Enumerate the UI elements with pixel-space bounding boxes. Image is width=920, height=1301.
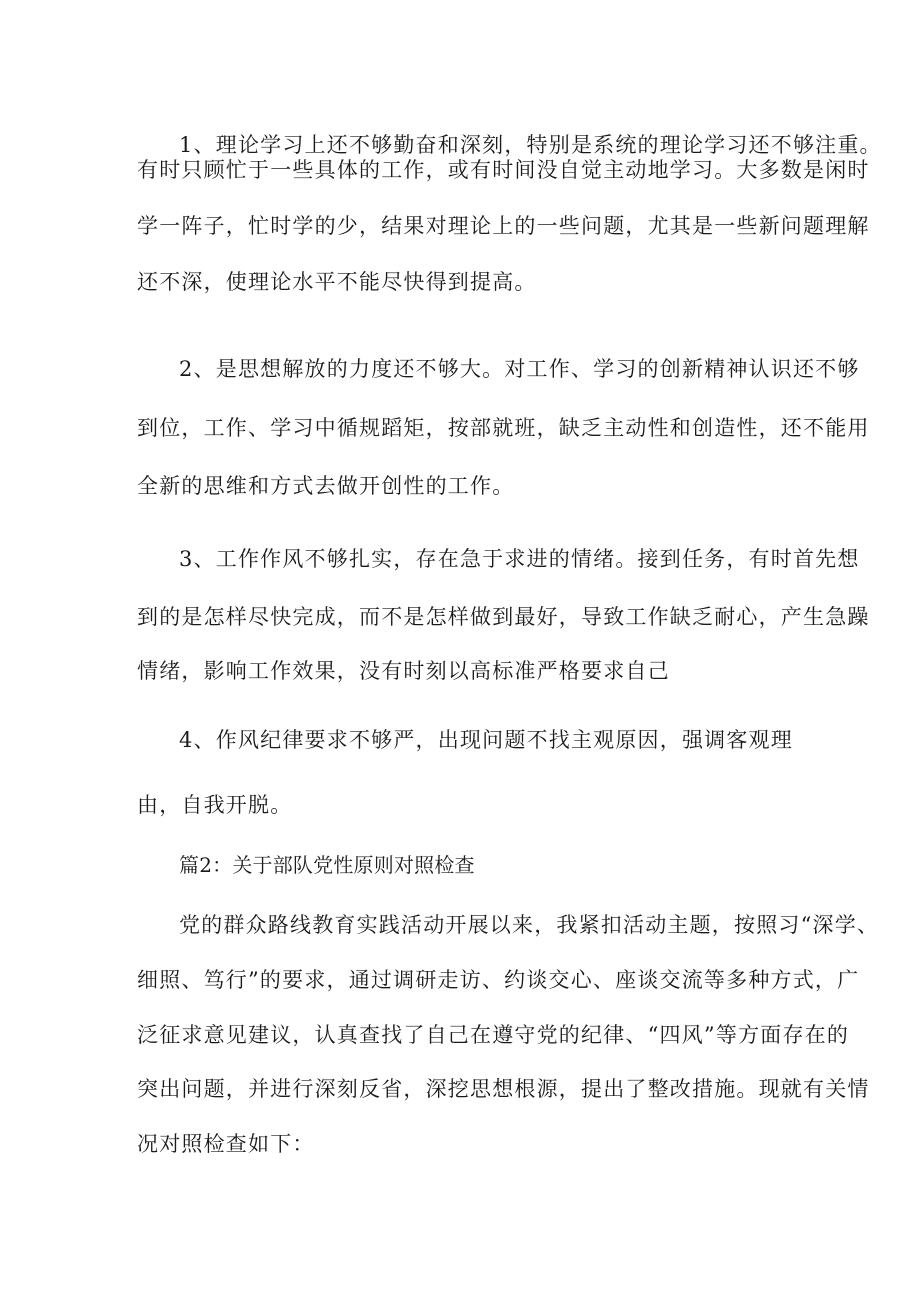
paragraph-1-line-1: 1、理论学习上还不够勤奋和深刻，特别是系统的理论学习还不够注重。 xyxy=(179,133,882,157)
section-heading: 篇2：关于部队党性原则对照检查 xyxy=(179,853,475,877)
paragraph-2-line-3: 全新的思维和方式去做开创性的工作。 xyxy=(137,474,515,498)
paragraph-5-line-1: 党的群众路线教育实践活动开展以来，我紧扣活动主题，按照习“深学、 xyxy=(179,913,880,937)
paragraph-5-line-4: 突出问题，并进行深刻反省，深挖思想根源，提出了整改措施。现就有关情 xyxy=(137,1077,870,1101)
paragraph-1-line-2: 有时只顾忙于一些具体的工作，或有时间没自觉主动地学习。大多数是闲时 xyxy=(137,158,870,182)
paragraph-3-line-2: 到的是怎样尽快完成，而不是怎样做到最好，导致工作缺乏耐心，产生急躁 xyxy=(137,605,870,629)
paragraph-2-line-2: 到位，工作、学习中循规蹈矩，按部就班，缺乏主动性和创造性，还不能用 xyxy=(137,416,870,440)
paragraph-5-line-3: 泛征求意见建议，认真查找了自己在遵守党的纪律、“四风”等方面存在的 xyxy=(137,1023,850,1047)
paragraph-5-line-5: 况对照检查如下： xyxy=(137,1132,315,1156)
paragraph-2-line-1: 2、是思想解放的力度还不够大。对工作、学习的创新精神认识还不够 xyxy=(179,357,860,381)
paragraph-4-line-2: 由，自我开脱。 xyxy=(137,793,293,817)
paragraph-3-line-1: 3、工作作风不够扎实，存在急于求进的情绪。接到任务，有时首先想 xyxy=(179,547,860,571)
paragraph-1-line-3: 学一阵子，忙时学的少，结果对理论上的一些问题，尤其是一些新问题理解 xyxy=(137,214,870,238)
paragraph-3-line-3: 情绪，影响工作效果，没有时刻以高标准严格要求自己 xyxy=(137,659,670,683)
paragraph-5-line-2: 细照、笃行”的要求，通过调研走访、约谈交心、座谈交流等多种方式，广 xyxy=(137,968,860,992)
paragraph-4-line-1: 4、作风纪律要求不够严，出现问题不找主观原因，强调客观理 xyxy=(179,728,793,752)
paragraph-1-line-4: 还不深，使理论水平不能尽快得到提高。 xyxy=(137,270,537,294)
